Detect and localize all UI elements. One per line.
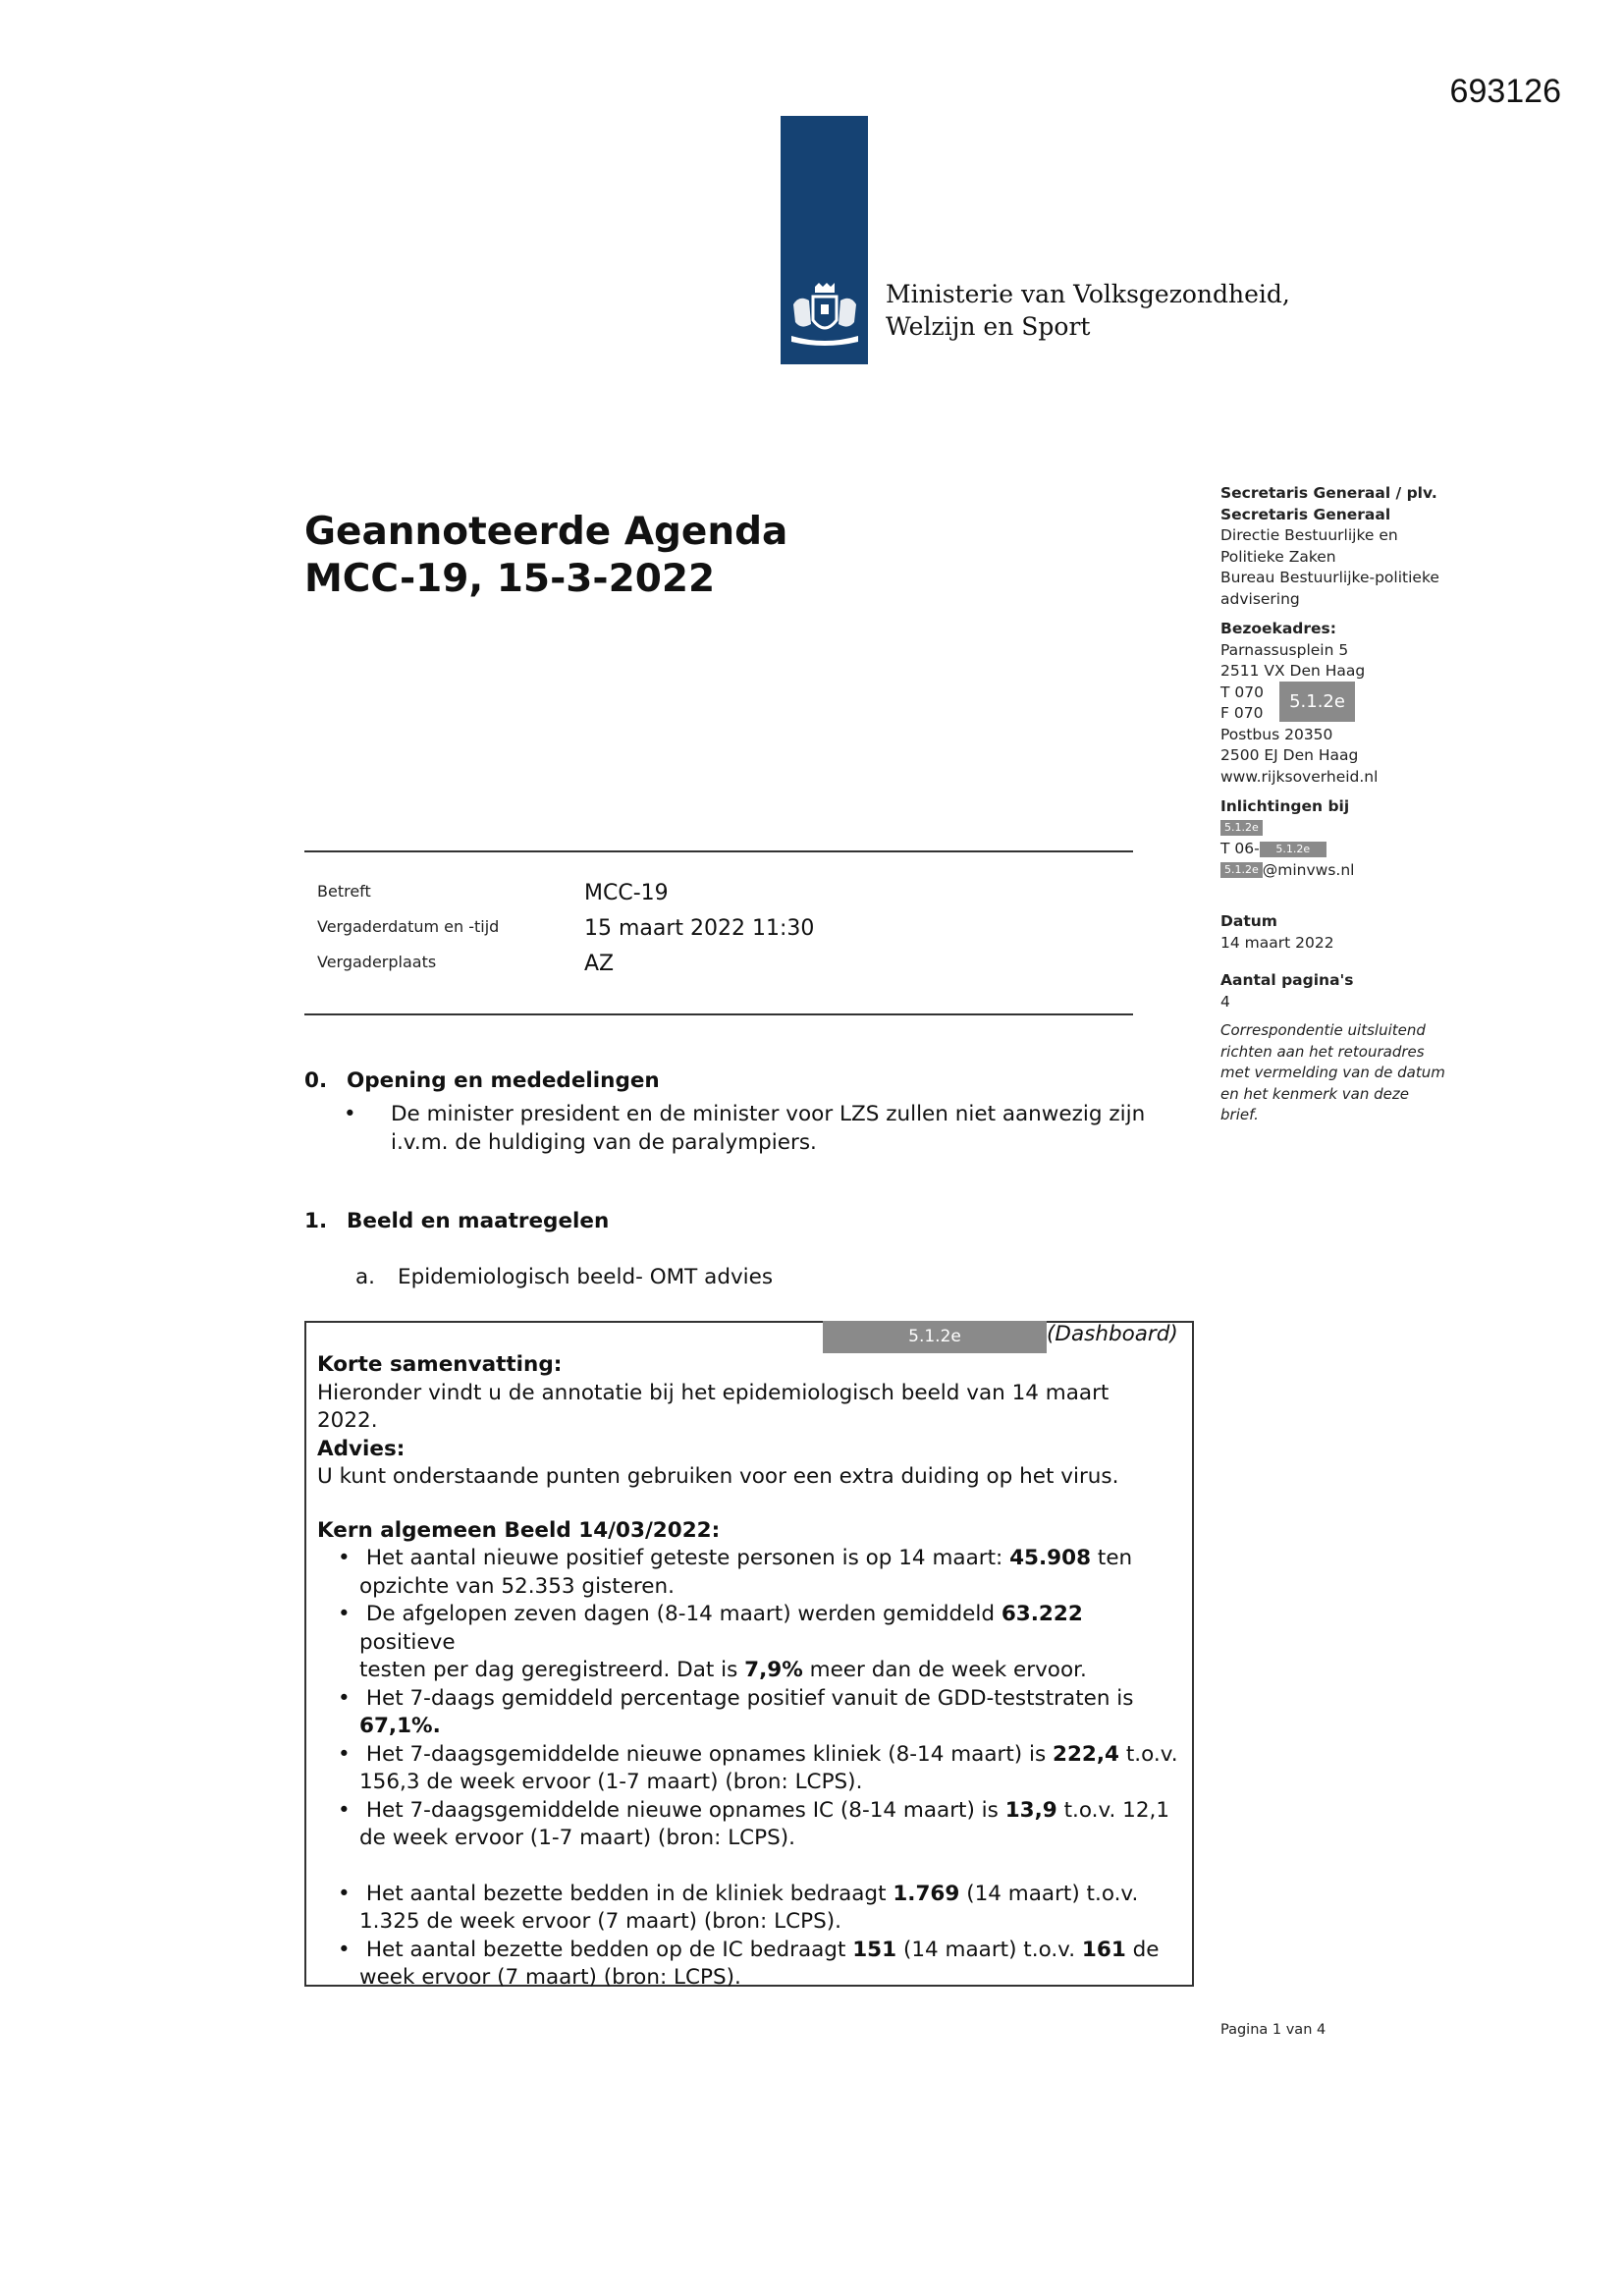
b4-text-end: t.o.v. <box>1119 1741 1178 1767</box>
b5-text: Het 7-daagsgemiddelde nieuwe opnames IC (8-14 maart) is <box>365 1797 1005 1823</box>
coat-of-arms-icon <box>785 281 864 350</box>
section-1a-heading <box>355 1265 773 1289</box>
bullet-positive-tests <box>317 1545 1181 1601</box>
epidemiology-content <box>317 1351 1181 1993</box>
ministry-line-1: Ministerie van Volksgezondheid, <box>886 280 1290 308</box>
b4-text: Het 7-daagsgemiddelde nieuwe opnames kliniek (8-14 maart) is <box>365 1741 1054 1767</box>
section-0-number: 0. <box>304 1068 328 1093</box>
b4-value: 222,4 <box>1053 1741 1120 1767</box>
sidebar-dept-4: advisering <box>1220 589 1300 608</box>
b1-text: Het aantal nieuwe positief geteste personen is op 14 maart: <box>365 1546 1010 1570</box>
b7-text-mid: (14 maart) t.o.v. <box>896 1937 1082 1962</box>
sidebar-info-label: Inlichtingen bij <box>1220 797 1350 815</box>
sidebar-mobile: T 06- <box>1220 840 1260 857</box>
b6-line-2: 1.325 de week ervoor (7 maart) (bron: LCPS). <box>359 1909 841 1934</box>
advice-text: U kunt onderstaande punten gebruiken voor een extra duiding op het virus. <box>317 1464 1119 1489</box>
b1-line-2: opzichte van 52.353 gisteren. <box>359 1573 675 1599</box>
divider-bottom <box>304 1013 1133 1015</box>
b7-text-end: de <box>1125 1937 1160 1962</box>
sidebar-org-1: Secretaris Generaal / plv. <box>1220 484 1437 502</box>
kern-heading: Kern algemeen Beeld 14/03/2022: <box>317 1517 721 1543</box>
sidebar-dept-1: Directie Bestuurlijke en <box>1220 526 1398 544</box>
b7-value: 151 <box>852 1937 897 1962</box>
b2-value: 63.222 <box>1001 1602 1083 1626</box>
b2-text: De afgelopen zeven dagen (8-14 maart) werden gemiddeld <box>365 1602 1001 1626</box>
summary-heading: Korte samenvatting: <box>317 1352 563 1377</box>
meta-date-value: 15 maart 2022 11:30 <box>584 916 815 941</box>
sidebar-org-2: Secretaris Generaal <box>1220 505 1391 523</box>
b5-line-2: de week ervoor (1-7 maart) (bron: LCPS). <box>359 1826 796 1850</box>
sidebar-postbus: Postbus 20350 <box>1220 725 1333 743</box>
sidebar-note-3: met vermelding van de datum <box>1220 1064 1445 1081</box>
meta-betreft-value: MCC-19 <box>584 881 669 905</box>
redaction-box-source: 5.1.2e <box>823 1321 1047 1353</box>
sidebar-address-1: Parnassusplein 5 <box>1220 640 1349 659</box>
sidebar-dept-2: Politieke Zaken <box>1220 547 1336 566</box>
section-0-bullet-line-1: De minister president en de minister voor LZS zullen niet aanwezig zijn <box>391 1102 1146 1126</box>
b7-line-2: week ervoor (7 maart) (bron: LCPS). <box>359 1965 741 1990</box>
section-1a-title: Epidemiologisch beeld- OMT advies <box>398 1265 774 1289</box>
ministry-name <box>886 278 1290 343</box>
sidebar-website: www.rijksoverheid.nl <box>1220 767 1379 786</box>
bullet-clinic-admissions <box>317 1741 1181 1797</box>
dashboard-label: (Dashboard) <box>1047 1322 1178 1346</box>
sidebar-note-2: richten aan het retouradres <box>1220 1042 1425 1061</box>
sidebar-address-2: 2511 VX Den Haag <box>1220 662 1366 680</box>
b5-value: 13,9 <box>1004 1797 1057 1823</box>
sidebar-colofon <box>1220 483 1476 1126</box>
b7-value-2: 161 <box>1081 1937 1126 1962</box>
section-0-bullet <box>344 1100 1178 1157</box>
section-0-heading <box>304 1068 660 1093</box>
redaction-tel-fax: 5.1.2e <box>1279 682 1355 722</box>
sidebar-telephone: T 070 <box>1220 683 1264 701</box>
b6-text: Het aantal bezette bedden in de kliniek bedraagt <box>365 1881 893 1906</box>
meta-place-value: AZ <box>584 952 615 976</box>
section-0-title: Opening en mededelingen <box>347 1068 660 1093</box>
b6-value: 1.769 <box>893 1881 960 1906</box>
sidebar-pages-value: 4 <box>1220 992 1230 1011</box>
summary-line-2: 2022. <box>317 1408 378 1433</box>
sidebar-visit-label: Bezoekadres: <box>1220 620 1336 637</box>
meta-place-label: Vergaderplaats <box>317 953 437 971</box>
redaction-contact-name: 5.1.2e <box>1220 820 1263 836</box>
b1-text-end: ten <box>1091 1546 1133 1570</box>
sidebar-fax: F 070 <box>1220 704 1264 722</box>
section-1-title: Beeld en maatregelen <box>347 1209 610 1233</box>
sidebar-dept-3: Bureau Bestuurlijke-politieke <box>1220 569 1439 586</box>
summary-line-1: Hieronder vindt u de annotatie bij het epidemiologisch beeld van 14 maart <box>317 1380 1110 1405</box>
section-1-heading <box>304 1209 609 1233</box>
b3-value: 67,1%. <box>359 1714 441 1738</box>
page-title <box>304 509 787 603</box>
b2-line-2-end: meer dan de week ervoor. <box>802 1658 1087 1682</box>
title-line-2: MCC-19, 15-3-2022 <box>304 557 716 601</box>
section-1a-letter: a. <box>355 1265 376 1289</box>
bullet-ic-beds <box>317 1937 1181 1993</box>
b1-value: 45.908 <box>1009 1546 1092 1570</box>
b4-line-2: 156,3 de week ervoor (1-7 maart) (bron: LCPS). <box>359 1770 863 1794</box>
section-0-bullet-line-2: i.v.m. de huldiging van de paralympiers. <box>391 1130 817 1155</box>
meta-date-label: Vergaderdatum en -tijd <box>317 917 500 936</box>
sidebar-note-5: brief. <box>1220 1106 1259 1123</box>
ministry-line-2: Welzijn en Sport <box>886 312 1091 341</box>
redaction-email: 5.1.2e <box>1220 862 1263 878</box>
bullet-clinic-beds <box>317 1881 1181 1937</box>
advice-heading: Advies: <box>317 1436 406 1461</box>
section-1-number: 1. <box>304 1209 328 1233</box>
bullet-seven-day-average <box>317 1601 1181 1685</box>
sidebar-note-4: en het kenmerk van deze <box>1220 1084 1409 1103</box>
b2-percentage: 7,9% <box>744 1658 803 1682</box>
b5-text-end: t.o.v. 12,1 <box>1056 1797 1170 1823</box>
document-number: 693126 <box>1449 73 1561 110</box>
bullet-icon: • <box>344 1102 356 1126</box>
sidebar-date-label: Datum <box>1220 912 1277 930</box>
b6-text-end: (14 maart) t.o.v. <box>959 1881 1139 1906</box>
sidebar-postcode: 2500 EJ Den Haag <box>1220 746 1359 764</box>
bullet-ic-admissions <box>317 1797 1181 1853</box>
sidebar-note-1: Correspondentie uitsluitend <box>1220 1021 1426 1039</box>
sidebar-pages-label: Aantal pagina's <box>1220 971 1354 989</box>
b2-line-2: testen per dag geregistreerd. Dat is <box>359 1658 745 1682</box>
bullet-gdd-percentage <box>317 1685 1181 1741</box>
meta-betreft-label: Betreft <box>317 882 371 901</box>
title-line-1: Geannoteerde Agenda <box>304 510 788 554</box>
redaction-mobile: 5.1.2e <box>1260 842 1326 857</box>
b3-text: Het 7-daags gemiddeld percentage positief vanuit de GDD-teststraten is <box>365 1685 1134 1711</box>
page-number: Pagina 1 van 4 <box>1220 2022 1326 2038</box>
b7-text: Het aantal bezette bedden op de IC bedraagt <box>365 1937 853 1962</box>
b2-text-end: positieve <box>359 1629 456 1655</box>
divider-top <box>304 850 1133 852</box>
sidebar-date-value: 14 maart 2022 <box>1220 933 1334 952</box>
sidebar-email-suffix: @minvws.nl <box>1262 860 1355 879</box>
